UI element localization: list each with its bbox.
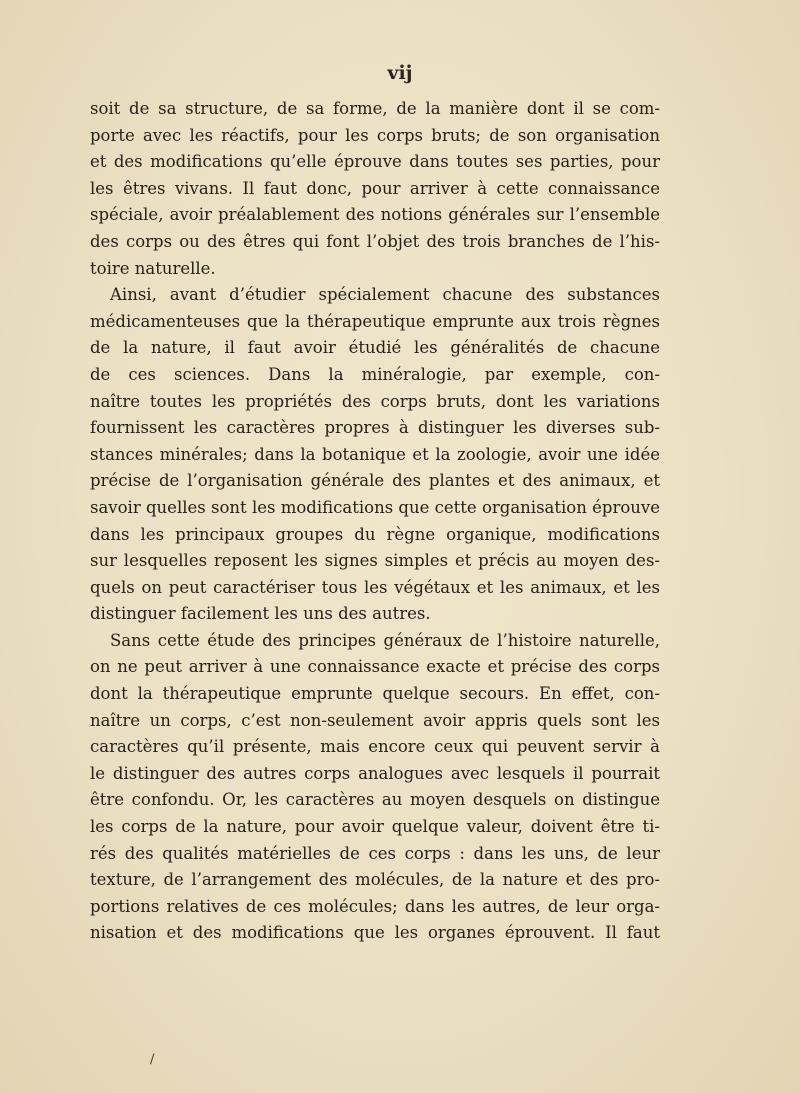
text-line: les corps de la nature, pour avoir quelque valeur, doivent être ti- [90,817,660,837]
text-line: savoir quelles sont les modifications que cette organisation éprouve [90,497,660,517]
stray-mark: / [150,1052,155,1067]
text-line: être confondu. Or, les caractères au moyen desquels on distingue [90,790,660,810]
text-line: naître un corps, c’est non-seulement avoir appris quels sont les [90,710,660,730]
text-line: fournissent les caractères propres à distinguer les diverses sub- [90,418,660,438]
text-line: naître toutes les propriétés des corps bruts, dont les variations [90,391,660,411]
text-line: médicamenteuses que la thérapeutique emprunte aux trois règnes [90,311,660,331]
text-line: Ainsi, avant d’étudier spécialement chacune des substances [110,285,660,305]
text-line: distinguer facilement les uns des autres. [90,604,431,624]
text-line: soit de sa structure, de sa forme, de la manière dont il se com- [90,99,660,118]
text-line: toire naturelle. [90,258,216,278]
text-line: on ne peut arriver à une connaissance exacte et précise des corps [90,657,660,677]
text-line: le distinguer des autres corps analogues avec lesquels il pourrait [90,763,660,783]
text-line: dans les principaux groupes du règne organique, modifications [90,524,660,544]
text-line: précise de l’organisation générale des plantes et des animaux, et [90,471,660,491]
text-line: portions relatives de ces molécules; dans les autres, de leur orga- [90,896,660,916]
text-line: nisation et des modifications que les organes éprouvent. Il faut [90,923,660,943]
text-line: de la nature, il faut avoir étudié les généralités de chacune [90,338,660,358]
text-line: de ces sciences. Dans la minéralogie, par exemple, con- [90,364,660,384]
text-line: des corps ou des êtres qui font l’objet des trois branches de l’his- [90,231,660,251]
text-line: caractères qu’il présente, mais encore ceux qui peuvent servir à [90,737,660,757]
text-line: porte avec les réactifs, pour les corps bruts; de son organisation [90,125,660,145]
text-line: quels on peut caractériser tous les végétaux et les animaux, et les [90,577,660,597]
body-text [90,96,660,947]
text-line: stances minérales; dans la botanique et la zoologie, avoir une idée [90,444,660,464]
text-line: les êtres vivans. Il faut donc, pour arriver à cette connaissance [90,178,660,198]
text-line: texture, de l’arrangement des molécules, de la nature et des pro- [90,870,660,890]
text-line: Sans cette étude des principes généraux de l’histoire naturelle, [110,630,660,650]
page-number: vij [387,62,413,84]
text-line: rés des qualités matérielles de ces corps : dans les uns, de leur [90,843,660,863]
text-line: dont la thérapeutique emprunte quelque secours. En effet, con- [90,684,660,704]
text-line: sur lesquelles reposent les signes simples et précis au moyen des- [90,551,660,571]
text-line: et des modifications qu’elle éprouve dans toutes ses parties, pour [90,152,660,172]
text-line: spéciale, avoir préalablement des notions générales sur l’ensemble [90,205,660,225]
